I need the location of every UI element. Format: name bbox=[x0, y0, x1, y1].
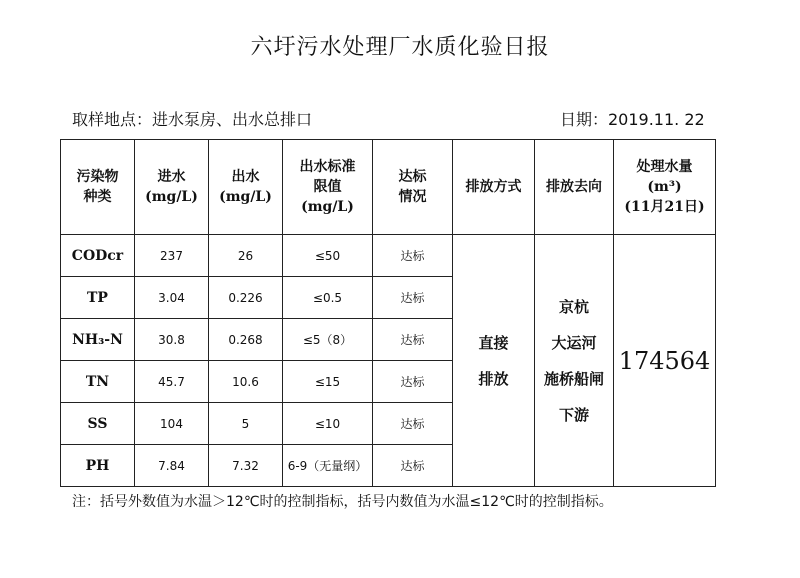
row-outflow: 10.6 bbox=[209, 361, 283, 403]
row-inflow: 7.84 bbox=[135, 445, 209, 487]
header-volume: 处理水量 (m³) (11月21日) bbox=[614, 140, 716, 235]
row-outflow: 5 bbox=[209, 403, 283, 445]
row-inflow: 3.04 bbox=[135, 277, 209, 319]
row-limit: ≤0.5 bbox=[283, 277, 373, 319]
row-item: TP bbox=[61, 277, 135, 319]
row-inflow: 45.7 bbox=[135, 361, 209, 403]
row-limit: 6-9（无量纲） bbox=[283, 445, 373, 487]
row-outflow: 7.32 bbox=[209, 445, 283, 487]
report-date: 日期：2019.11. 22 bbox=[560, 110, 705, 129]
row-status: 达标 bbox=[373, 445, 453, 487]
row-inflow: 237 bbox=[135, 235, 209, 277]
footnote: 注：括号外数值为水温＞12℃时的控制指标，括号内数值为水温≤12℃时的控制指标。 bbox=[72, 494, 613, 510]
discharge-destination: 京杭 大运河 施桥船闸 下游 bbox=[535, 235, 614, 487]
header-status: 达标 情况 bbox=[373, 140, 453, 235]
row-status: 达标 bbox=[373, 277, 453, 319]
header-outflow: 出水 (mg/L) bbox=[209, 140, 283, 235]
row-item: CODcr bbox=[61, 235, 135, 277]
row-limit: ≤15 bbox=[283, 361, 373, 403]
header-method: 排放方式 bbox=[453, 140, 535, 235]
header-inflow: 进水 (mg/L) bbox=[135, 140, 209, 235]
table-row bbox=[61, 235, 716, 277]
row-item: PH bbox=[61, 445, 135, 487]
row-outflow: 26 bbox=[209, 235, 283, 277]
water-quality-table bbox=[60, 139, 716, 487]
sampling-location: 取样地点：进水泵房、出水总排口 bbox=[72, 110, 313, 129]
treated-volume: 174564 bbox=[614, 235, 716, 487]
row-status: 达标 bbox=[373, 235, 453, 277]
header-row bbox=[61, 140, 716, 235]
discharge-method: 直接 排放 bbox=[453, 235, 535, 487]
row-status: 达标 bbox=[373, 319, 453, 361]
report-title: 六圩污水处理厂水质化验日报 bbox=[250, 35, 550, 60]
row-item: TN bbox=[61, 361, 135, 403]
row-inflow: 104 bbox=[135, 403, 209, 445]
row-status: 达标 bbox=[373, 361, 453, 403]
row-limit: ≤10 bbox=[283, 403, 373, 445]
row-status: 达标 bbox=[373, 403, 453, 445]
row-inflow: 30.8 bbox=[135, 319, 209, 361]
header-item: 污染物 种类 bbox=[61, 140, 135, 235]
row-outflow: 0.226 bbox=[209, 277, 283, 319]
row-limit: ≤5（8） bbox=[283, 319, 373, 361]
row-outflow: 0.268 bbox=[209, 319, 283, 361]
row-item: SS bbox=[61, 403, 135, 445]
row-item: NH₃-N bbox=[61, 319, 135, 361]
header-limit: 出水标准 限值 (mg/L) bbox=[283, 140, 373, 235]
row-limit: ≤50 bbox=[283, 235, 373, 277]
header-destination: 排放去向 bbox=[535, 140, 614, 235]
